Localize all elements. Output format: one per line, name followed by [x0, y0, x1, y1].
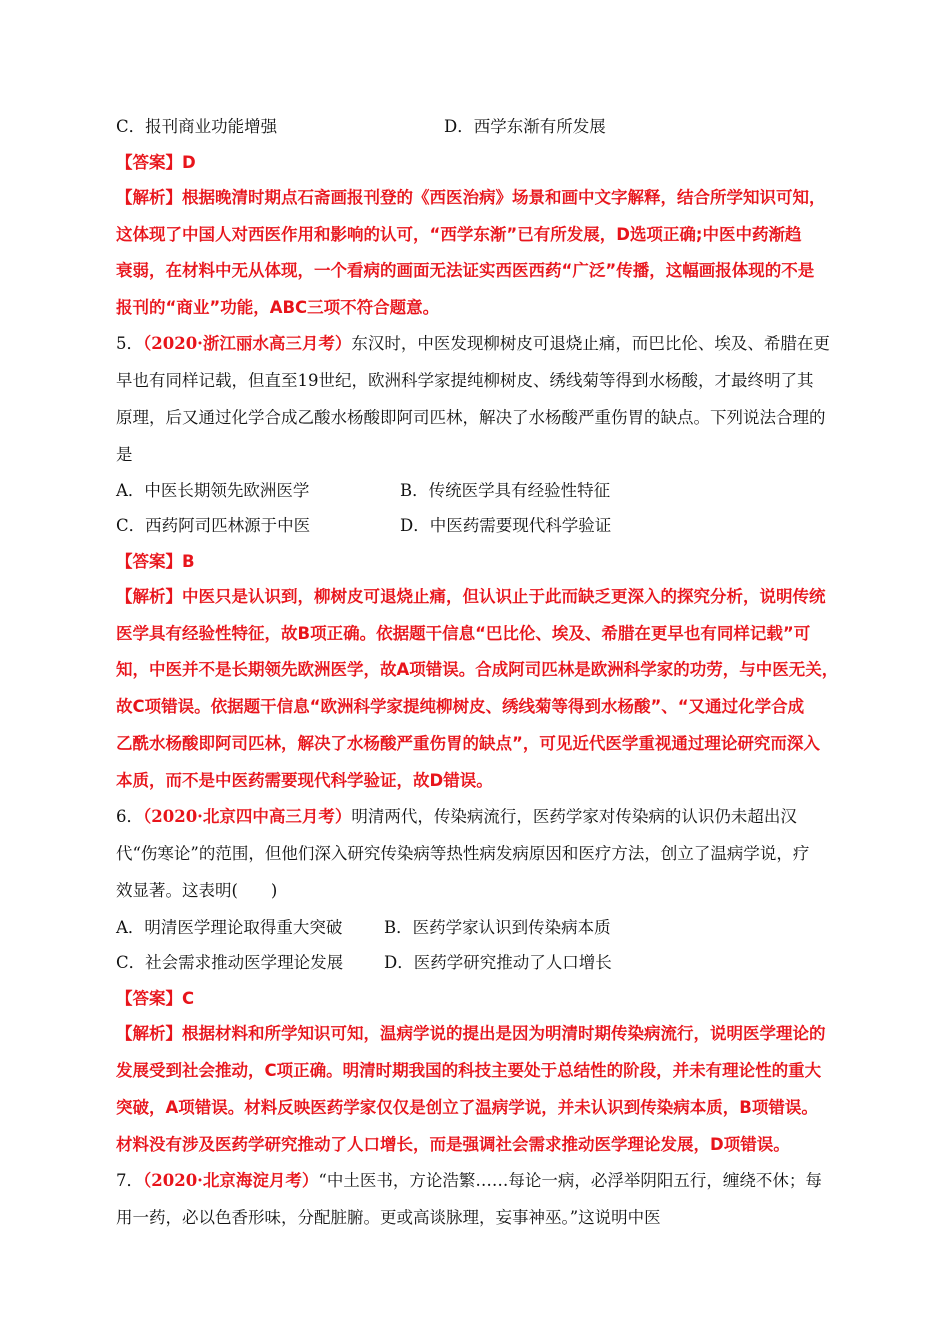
q6-source: （2020·北京四中高三月考） — [143, 807, 352, 826]
q5-option-b: B．传统医学具有经验性特征 — [400, 481, 611, 500]
q5-option-a: A．中医长期领先欧洲医学 — [116, 481, 310, 500]
q6-stem-line-3: 效显著。这表明( ) — [116, 881, 278, 900]
q5-option-d: D．中医药需要现代科学验证 — [400, 516, 612, 535]
q5-source: （2020·浙江丽水高三月考） — [143, 334, 352, 353]
q5-stem-line-2: 早也有同样记载，但直至19世纪，欧洲科学家提纯柳树皮、绣线菊等得到水杨酸，才最终明了其 — [116, 371, 814, 390]
q6-analysis-line-1: 【解析】根据材料和所学知识可知，温病学说的提出是因为明清时期传染病流行，说明医学理论的 — [116, 1024, 826, 1043]
q7-stem-line-2: 用一药，必以色香形味，分配脏腑。更或高谈脉理，妄事神巫。”这说明中医 — [116, 1208, 661, 1227]
q7-stem-line-1 — [116, 1169, 846, 1193]
q5-analysis-line-5: 乙酰水杨酸即阿司匹林，解决了水杨酸严重伤胃的缺点”，可见近代医学重视通过理论研究而深入 — [116, 734, 820, 753]
q6-option-b: B．医药学家认识到传染病本质 — [384, 918, 611, 937]
q5-analysis-line-6: 本质，而不是中医药需要现代科学验证，故D错误。 — [116, 771, 493, 790]
q4-analysis-line-2: 这体现了中国人对西医作用和影响的认可，“西学东渐”已有所发展，D选项正确;中医中药渐趋 — [116, 225, 802, 244]
q6-options-row-1 — [116, 916, 846, 940]
q4-analysis-line-4: 报刊的“商业”功能，ABC三项不符合题意。 — [116, 298, 440, 317]
q5-options-row-2 — [116, 514, 846, 538]
q4-option-d: D．西学东渐有所发展 — [444, 117, 606, 136]
q6-option-a: A．明清医学理论取得重大突破 — [116, 918, 343, 937]
q4-options-row — [116, 115, 846, 139]
q7-number: 7． — [116, 1171, 143, 1190]
q5-options-row-1 — [116, 479, 846, 503]
q5-stem-line-1 — [116, 332, 846, 356]
q6-stem-line-2: 代“伤寒论”的范围，但他们深入研究传染病等热性病发病原因和医疗方法，创立了温病学说，疗 — [116, 844, 810, 863]
q7-source: （2020·北京海淀月考） — [143, 1171, 319, 1190]
q5-answer: 【答案】B — [116, 552, 195, 571]
q4-analysis-line-1: 【解析】根据晚清时期点石斋画报刊登的《西医治病》场景和画中文字解释，结合所学知识可知， — [116, 188, 826, 207]
q6-answer: 【答案】C — [116, 989, 195, 1008]
q6-stem-text: 明清两代，传染病流行，医药学家对传染病的认识仍未超出汉 — [351, 807, 797, 826]
q5-analysis-line-1: 【解析】中医只是认识到，柳树皮可退烧止痛，但认识止于此而缺乏更深入的探究分析，说明传统 — [116, 587, 826, 606]
q6-analysis-line-3: 突破，A项错误。材料反映医药学家仅仅是创立了温病学说，并未认识到传染病本质，B项错误。 — [116, 1098, 818, 1117]
q5-analysis-line-4: 故C项错误。依据题干信息“欧洲科学家提纯柳树皮、绣线菊等得到水杨酸”、“又通过化学合成 — [116, 697, 805, 716]
q6-options-row-2 — [116, 951, 846, 975]
q4-analysis-line-3: 衰弱，在材料中无从体现，一个看病的画面无法证实西医西药“广泛”传播，这幅画报体现的不是 — [116, 261, 815, 280]
q6-analysis-line-2: 发展受到社会推动，C项正确。明清时期我国的科技主要处于总结性的阶段，并未有理论性的重大 — [116, 1061, 822, 1080]
q7-stem-text: “中土医书，方论浩繁……每论一病，必浮举阴阳五行，缠绕不休；每 — [318, 1171, 822, 1190]
q6-stem-line-1 — [116, 805, 846, 829]
q5-number: 5． — [116, 334, 143, 353]
q6-number: 6． — [116, 807, 143, 826]
q4-answer: 【答案】D — [116, 153, 196, 172]
q6-option-c: C．社会需求推动医学理论发展 — [116, 953, 344, 972]
q5-analysis-line-3: 知，中医并不是长期领先欧洲医学，故A项错误。合成阿司匹林是欧洲科学家的功劳，与中医无关， — [116, 660, 839, 679]
q6-analysis-line-4: 材料没有涉及医药学研究推动了人口增长，而是强调社会需求推动医学理论发展，D项错误。 — [116, 1135, 790, 1154]
q5-stem-line-4: 是 — [116, 445, 133, 464]
q5-analysis-line-2: 医学具有经验性特征，故B项正确。依据题干信息“巴比伦、埃及、希腊在更早也有同样记载”可 — [116, 624, 811, 643]
q4-option-c: C．报刊商业功能增强 — [116, 117, 278, 136]
q5-stem-line-3: 原理，后又通过化学合成乙酸水杨酸即阿司匹林，解决了水杨酸严重伤胃的缺点。下列说法合理的 — [116, 408, 826, 427]
q6-option-d: D．医药学研究推动了人口增长 — [384, 953, 612, 972]
q5-option-c: C．西药阿司匹林源于中医 — [116, 516, 311, 535]
q5-stem-text: 东汉时，中医发现柳树皮可退烧止痛，而巴比伦、埃及、希腊在更 — [351, 334, 830, 353]
